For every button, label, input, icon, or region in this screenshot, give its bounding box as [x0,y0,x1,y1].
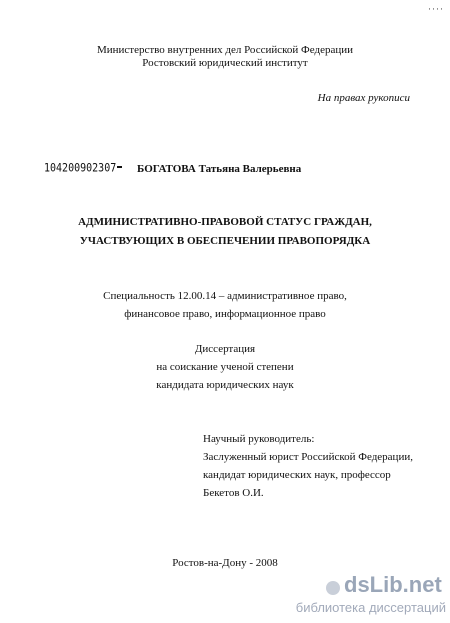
supervisor-title-1: Заслуженный юрист Российской Федерации, [203,451,413,463]
dslib-logo-icon [326,581,340,595]
manuscript-note: На правах рукописи [317,92,410,104]
stamp-mark [117,166,122,168]
registration-stamp: 104200902307 [44,162,117,175]
supervisor-title-2: кандидат юридических наук, профессор [203,469,391,481]
specialty-line-2: финансовое право, информационное право [124,308,326,320]
specialty-line-1: Специальность 12.00.14 – административное право, [103,290,347,302]
dissertation-degree: на соискание ученой степени [156,361,294,373]
ministry-header: Министерство внутренних дел Российской Федерации [96,44,353,56]
dslib-subtitle: библиотека диссертаций [295,600,446,615]
institute-header: Ростовский юридический институт [142,57,308,69]
dslib-watermark [270,572,446,620]
supervisor-label: Научный руководитель: [203,433,315,445]
dslib-logo: dsLib.net [344,572,442,597]
corner-mark: ···· [428,4,444,14]
dissertation-field: кандидата юридических наук [156,379,294,391]
title-line-2: УЧАСТВУЮЩИХ В ОБЕСПЕЧЕНИИ ПРАВОПОРЯДКА [79,235,371,247]
supervisor-name: Бекетов О.И. [203,487,264,499]
dissertation-label: Диссертация [194,343,256,355]
title-line-1: АДМИНИСТРАТИВНО-ПРАВОВОЙ СТАТУС ГРАЖДАН, [78,216,372,228]
author-name: БОГАТОВА Татьяна Валерьевна [137,163,302,175]
place-year: Ростов-на-Дону - 2008 [172,557,278,569]
